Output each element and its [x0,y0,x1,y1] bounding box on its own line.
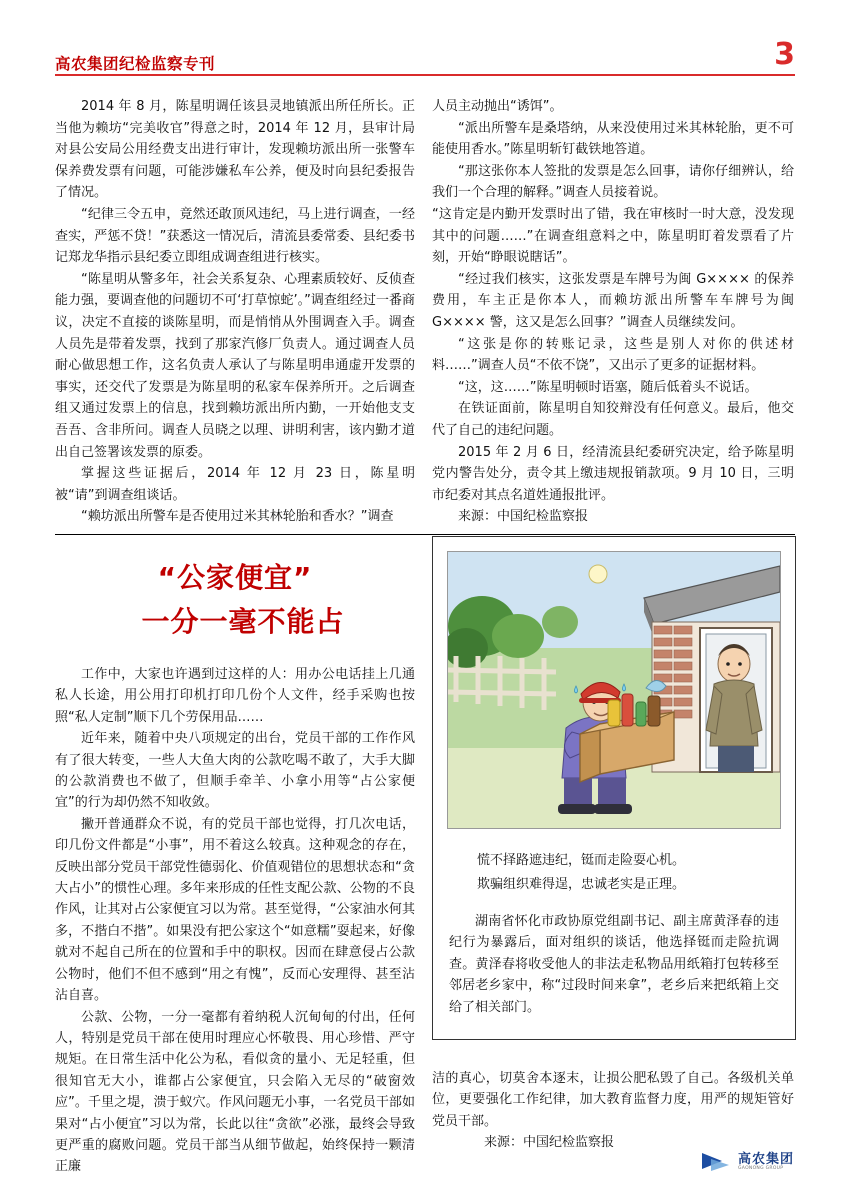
publication-title: 高农集团纪检监察专刊 [55,55,216,73]
paragraph: 洁的真心，切莫舍本逐末，让损公肥私毁了自己。各级机关单位，更要强化工作纪律，加大教育监督力度，用严的规矩管好党员干部。 [432,1071,794,1129]
paragraph: 撇开普通群众不说，有的党员干部也觉得，打几次电话，印几份文件都是“小事”，用不着这么较真。这种观念的存在，反映出部分党员干部党性德弱化、价值观错位的思想状态和“贪大占小”的惯性心理。多年来形成的任性支配公款、公物的不良作风，让其对占公家便宜习以为常。甚至觉得，“公家油水何其多，不揩白不揩”。如果没有把公家这个“如意糯”耍起来，好像就对不起自己所在的位置和手中的职权。因而在肆意侵占公款公物时，他们不但不感到“用之有愧”，反而心安理得、甚至沾沾自喜。 [55,816,415,1004]
brand-logo [702,1150,794,1172]
masthead [55,37,795,84]
cartoon-illustration [447,551,781,829]
paragraph: “派出所警车是桑塔纳，从来没使用过米其林轮胎，更不可能使用香水。”陈星明斩钉截铁地答道。 [432,120,794,158]
section-divider [55,534,795,535]
paragraph: 人员主动抛出“诱饵”。 [432,99,563,114]
paragraph: 工作中，大家也许遇到过这样的人：用办公电话挂上几通私人长途，用公用打印机打印几份个人文件，经手采购也按照“私人定制”顺下几个劳保用品…… [55,667,415,725]
cartoon-caption [449,849,779,897]
paragraph: “这张是你的转账记录，这些是别人对你的供述材料……”调查人员“不依不饶”，又出示了更多的证据材料。 [432,336,794,374]
cartoon-note [449,911,779,1018]
caption-line-1: 慌不择路遮违纪，铤而走险耍心机。 [477,853,686,868]
paragraph: “那这张你本人签批的发票是怎么回事，请你仔细辨认，给我们一个合理的解释。”调查人员接着说。 [432,163,794,201]
feature-tail [432,1068,794,1154]
paragraph: “经过我们核实，这张发票是车牌号为闽 G×××× 的保养费用，车主正是你本人，而赖坊派出所警车车牌号为闽 G×××× 警，这又是怎么回事？”调查人员继续发问。 [432,271,794,330]
cartoon-scene [448,552,780,828]
headline-line-2: 一分一毫不能占 [141,605,345,638]
cartoon-box [432,536,796,1040]
paragraph: “纪律三令五申，竟然还敢顶风违纪，马上进行调查，一经查实，严惩不贷！”获悉这一情况后，清流县委常委、县纪委书记郑龙华指示县纪委立即组成调查组进行核实。 [55,206,415,266]
brand-name-en: GAONONG GROUP [737,1166,784,1172]
caption-line-2: 欺骗组织难得逞，忠诚老实是正理。 [477,877,686,892]
paragraph: 在铁证面前，陈星明自知狡辩没有任何意义。最后，他交代了自己的违纪问题。 [432,401,794,438]
article-column-right [432,96,794,528]
source-line: 来源：中国纪检监察报 [484,1135,615,1151]
brand-name-cn: 高农集团 [737,1152,794,1168]
paragraph: 湖南省怀化市政协原党组副书记、副主席黄泽春的违纪行为暴露后，面对组织的谈话，他选择铤而走险抗调查。黄泽春将收受他人的非法走私物品用纸箱打包转移至邻居老乡家中，称“过段时间来拿”，老乡后来把纸箱上交给了相关部门。 [449,914,779,1015]
header-rule [55,74,795,76]
paragraph: “陈星明从警多年，社会关系复杂、心理素质较好、反侦查能力强，要调查他的问题切不可‘打草惊蛇’。”调查组经过一番商议，决定不直接的谈陈星明，而是悄悄从外围调查入手。调查人员先是带着发票，找到了那家汽修厂负责人。通过调查人员耐心做思想工作，这名负责人承认了与陈星明串通虚开发票的事实，还交代了发票是为陈星明的私家车保养所开。之后调查组又通过发票上的信息，找到赖坊派出所内勤，一开始他支支吾吾、含非所问。调查人员晓之以理、讲明利害，该内勤才道出自己签署该发票的原委。 [55,271,415,460]
paragraph: “这肯定是内勤开发票时出了错，我在审核时一时大意，没发现其中的问题……”在调查组意料之中，陈星明盯着发票看了片刻，开始“睁眼说瞎话”。 [432,206,794,266]
paragraph: 2014 年 8 月，陈星明调任该县灵地镇派出所任所长。正当他为赖坊“完美收官”得意之时，2014 年 12 月，县审计局对县公安局公用经费支出进行审计，发现赖坊派出所一张警车保养费发票有问题，可能涉嫌私车公养，便及时向县纪委报告了情况。 [55,99,415,201]
article-column-left [55,96,415,528]
paragraph: 2015 年 2 月 6 日，经清流县纪委研究决定，给予陈星明党内警告处分，责令其上缴违规报销款项。9 月 10 日，三明市纪委对其点名道姓通报批评。 [432,444,794,503]
paragraph: 公款、公物，一分一毫都有着纳税人沉甸甸的付出，任何人，特别是党员干部在使用时理应心怀敬畏、用心珍惜、严守规矩。在日常生活中化公为私，看似贪的量小、无足轻重，但很知官无大小，谁都占公家便宜，只会陷入无尽的“破窗效应”。千里之堤，溃于蚁穴。作风问题无小事，一名党员干部如果对“占小便宜”习以为常，长此以往“贪欲”必涨，最终会导致更严重的腐败问题。党员干部当从细节做起，始终保持一颗清正廉 [55,1009,415,1175]
feature-headline [55,556,415,644]
paragraph: “赖坊派出所警车是否使用过米其林轮胎和香水？”调查 [81,509,394,525]
headline-line-1: “公家便宜” [157,561,313,594]
paragraph: 掌握这些证据后，2014 年 12 月 23 日，陈星明被“请”到调查组谈话。 [55,466,415,503]
logo-mark-icon [702,1150,732,1172]
page-number: 3 [774,37,795,72]
source-line: 来源：中国纪检监察报 [458,509,589,525]
paragraph: “这，这……”陈星明顿时语塞，随后低着头不说话。 [458,379,758,395]
feature-body [55,664,415,1178]
paragraph: 近年来，随着中央八项规定的出台，党员干部的工作作风有了很大转变，一些人大鱼大肉的公款吃喝不敢了，大手大脚的公款消费也不做了，但顺手牵羊、小拿小用等“占公家便宜”的行为却仍然不知收敛。 [55,731,415,811]
